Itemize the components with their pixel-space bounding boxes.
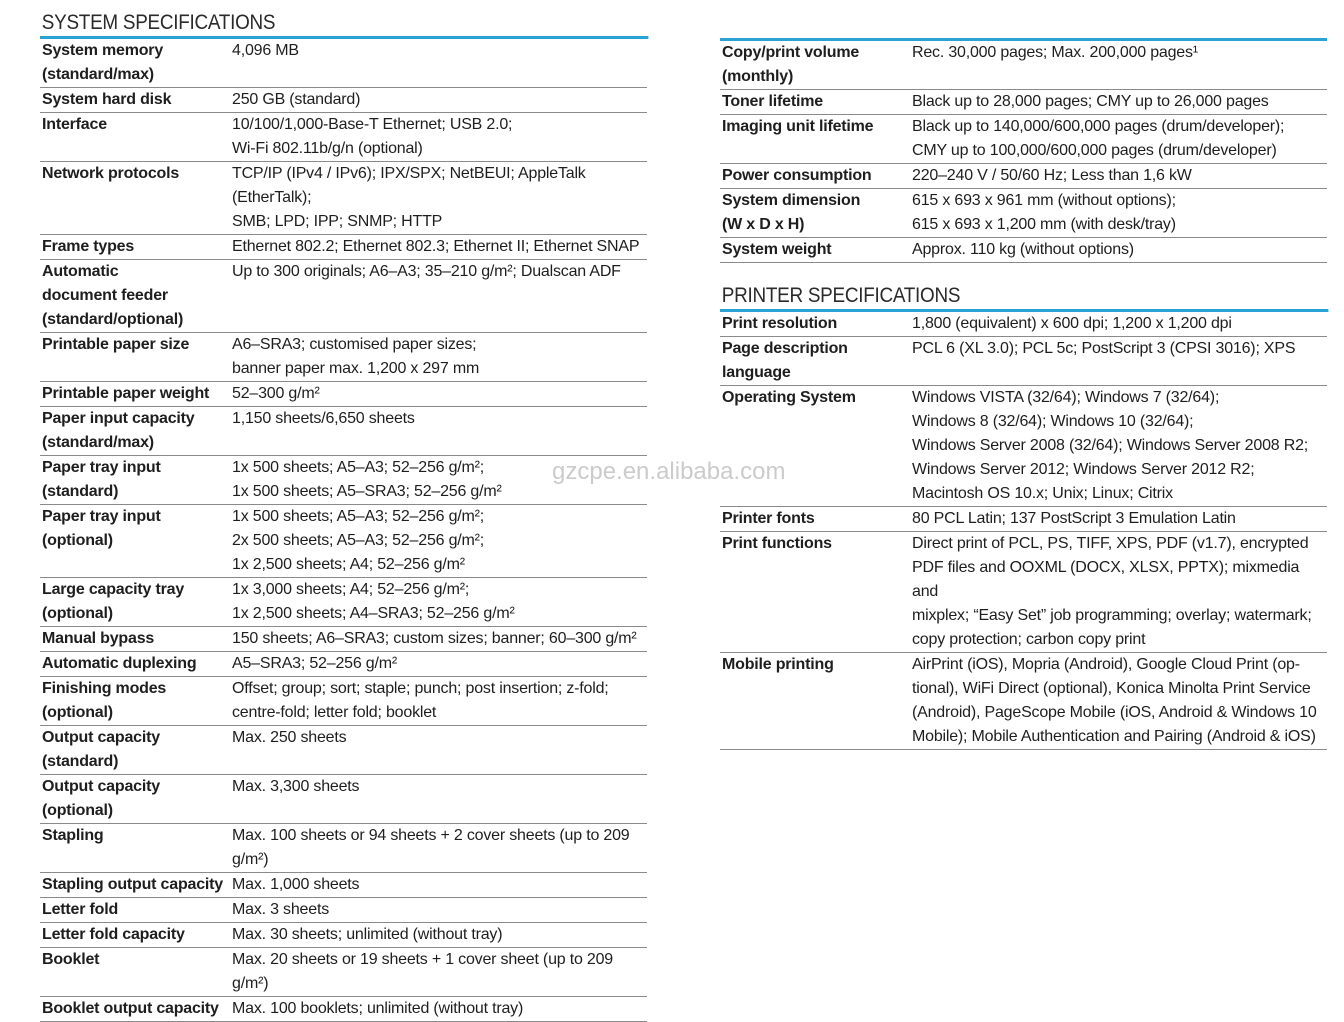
spec-row <box>720 532 1327 653</box>
spec-value: 1x 500 sheets; A5–A3; 52–256 g/m²; 2x 500 sheets; A5–A3; 52–256 g/m²; 1x 2,500 sheets; A4; 52–256 g/m² <box>230 505 647 578</box>
spec-label: Mobile printing <box>720 653 910 750</box>
spec-value: 1,150 sheets/6,650 sheets <box>230 407 647 456</box>
spec-label: Interface <box>40 113 230 162</box>
spec-label: Frame types <box>40 235 230 260</box>
spec-label: Print functions <box>720 532 910 653</box>
spec-row <box>40 677 647 726</box>
spec-label: Printable paper size <box>40 333 230 382</box>
spec-value: Max. 1,000 sheets <box>230 873 647 898</box>
spec-label: Paper tray input (standard) <box>40 456 230 505</box>
spec-value: 52–300 g/m² <box>230 382 647 407</box>
spec-value: Max. 250 sheets <box>230 726 647 775</box>
spec-value: Offset; group; sort; staple; punch; post insertion; z-fold; centre-fold; letter fold; booklet <box>230 677 647 726</box>
spec-row <box>40 162 647 235</box>
spec-row <box>720 238 1327 263</box>
spec-label: System hard disk <box>40 88 230 113</box>
spec-value: 1x 500 sheets; A5–A3; 52–256 g/m²; 1x 500 sheets; A5–SRA3; 52–256 g/m² <box>230 456 647 505</box>
spec-row <box>40 824 647 873</box>
spec-value: Max. 3,300 sheets <box>230 775 647 824</box>
spec-row <box>720 312 1327 337</box>
spec-row <box>40 726 647 775</box>
spec-label: Booklet output capacity <box>40 997 230 1022</box>
spec-row <box>40 873 647 898</box>
system-spec-table-continued <box>720 41 1327 263</box>
watermark-text: gzcpe.en.alibaba.com <box>552 458 786 485</box>
spec-value: TCP/IP (IPv4 / IPv6); IPX/SPX; NetBEUI; AppleTalk (EtherTalk); SMB; LPD; IPP; SNMP; HTTP <box>230 162 647 235</box>
spec-row <box>720 653 1327 750</box>
spec-row <box>40 627 647 652</box>
spec-label: Power consumption <box>720 164 910 189</box>
spec-row <box>40 578 647 627</box>
spec-label: Stapling <box>40 824 230 873</box>
spec-value: PCL 6 (XL 3.0); PCL 5c; PostScript 3 (CPSI 3016); XPS <box>910 337 1327 386</box>
spec-row <box>720 115 1327 164</box>
spec-row <box>40 333 647 382</box>
spec-value: Rec. 30,000 pages; Max. 200,000 pages¹ <box>910 41 1327 90</box>
spec-label: System memory (standard/max) <box>40 39 230 88</box>
spec-value: 4,096 MB <box>230 39 647 88</box>
spec-value: Approx. 110 kg (without options) <box>910 238 1327 263</box>
spec-label: Print resolution <box>720 312 910 337</box>
spec-value: AirPrint (iOS), Mopria (Android), Google Cloud Print (op- tional), WiFi Direct (optional), Konica Minolta Print Service (Android), PageScope Mobile (iOS, Android & Windows 10 Mobile); Mobile Authentication and Pairing (Android & iOS) <box>910 653 1327 750</box>
spec-row <box>720 507 1327 532</box>
spec-label: Paper tray input (optional) <box>40 505 230 578</box>
system-spec-table <box>40 39 647 1022</box>
spec-value: Max. 100 booklets; unlimited (without tray) <box>230 997 647 1022</box>
spec-row <box>40 88 647 113</box>
spec-label: Large capacity tray (optional) <box>40 578 230 627</box>
spec-value: 1,800 (equivalent) x 600 dpi; 1,200 x 1,200 dpi <box>910 312 1327 337</box>
spec-value: Max. 100 sheets or 94 sheets + 2 cover sheets (up to 209 g/m²) <box>230 824 647 873</box>
spec-value: 220–240 V / 50/60 Hz; Less than 1,6 kW <box>910 164 1327 189</box>
printer-spec-table <box>720 312 1327 750</box>
spec-label: System weight <box>720 238 910 263</box>
spec-value: Windows VISTA (32/64); Windows 7 (32/64); Windows 8 (32/64); Windows 10 (32/64); Windows Server 2008 (32/64); Windows Server 2008 R2; Windows Server 2012; Windows Server 2012 R2; Macintosh OS 10.x; Unix; Linux; Citrix <box>910 386 1327 507</box>
spec-label: System dimension (W x D x H) <box>720 189 910 238</box>
section-title-system: SYSTEM SPECIFICATIONS <box>40 10 648 39</box>
spec-label: Automatic document feeder (standard/optional) <box>40 260 230 333</box>
spec-row <box>40 652 647 677</box>
spec-row <box>40 775 647 824</box>
spec-label: Automatic duplexing <box>40 652 230 677</box>
spec-value: Black up to 28,000 pages; CMY up to 26,000 pages <box>910 90 1327 115</box>
spec-label: Operating System <box>720 386 910 507</box>
spec-row <box>40 382 647 407</box>
spec-label: Booklet <box>40 948 230 997</box>
spec-row <box>40 923 647 948</box>
spec-label: Page description language <box>720 337 910 386</box>
spec-label: Letter fold capacity <box>40 923 230 948</box>
spec-row <box>40 898 647 923</box>
spec-value: Ethernet 802.2; Ethernet 802.3; Ethernet II; Ethernet SNAP <box>230 235 647 260</box>
spec-row <box>40 39 647 88</box>
spec-value: 250 GB (standard) <box>230 88 647 113</box>
system-specifications-section <box>40 10 647 1022</box>
spec-label: Printer fonts <box>720 507 910 532</box>
spec-label: Manual bypass <box>40 627 230 652</box>
spec-label: Network protocols <box>40 162 230 235</box>
spec-row <box>40 235 647 260</box>
spec-value: A5–SRA3; 52–256 g/m² <box>230 652 647 677</box>
spec-row <box>40 260 647 333</box>
spec-row <box>40 456 647 505</box>
spec-label: Imaging unit lifetime <box>720 115 910 164</box>
spec-row <box>720 164 1327 189</box>
spec-label: Copy/print volume (monthly) <box>720 41 910 90</box>
spec-label: Stapling output capacity <box>40 873 230 898</box>
spec-label: Output capacity (standard) <box>40 726 230 775</box>
spec-row <box>40 505 647 578</box>
spec-value: Max. 20 sheets or 19 sheets + 1 cover sheet (up to 209 g/m²) <box>230 948 647 997</box>
spec-label: Output capacity (optional) <box>40 775 230 824</box>
spec-value: Direct print of PCL, PS, TIFF, XPS, PDF (v1.7), encrypted PDF files and OOXML (DOCX, XLSX, PPTX); mixmedia and mixplex; “Easy Set” job programming; overlay; watermark; copy protection; carbon copy print <box>910 532 1327 653</box>
spec-value: 615 x 693 x 961 mm (without options); 615 x 693 x 1,200 mm (with desk/tray) <box>910 189 1327 238</box>
spec-label: Letter fold <box>40 898 230 923</box>
spec-row <box>40 113 647 162</box>
spec-value: Black up to 140,000/600,000 pages (drum/developer); CMY up to 100,000/600,000 pages (drum/developer) <box>910 115 1327 164</box>
spec-value: Max. 3 sheets <box>230 898 647 923</box>
spec-row <box>40 407 647 456</box>
spec-row <box>720 90 1327 115</box>
spec-value: A6–SRA3; customised paper sizes; banner paper max. 1,200 x 297 mm <box>230 333 647 382</box>
spec-value: 80 PCL Latin; 137 PostScript 3 Emulation Latin <box>910 507 1327 532</box>
section-title-printer: PRINTER SPECIFICATIONS <box>720 283 1328 312</box>
spec-value: Up to 300 originals; A6–A3; 35–210 g/m²; Dualscan ADF <box>230 260 647 333</box>
spec-label: Finishing modes (optional) <box>40 677 230 726</box>
right-column <box>720 38 1327 750</box>
spec-label: Printable paper weight <box>40 382 230 407</box>
spec-row <box>720 189 1327 238</box>
spec-row <box>720 337 1327 386</box>
spec-row <box>40 948 647 997</box>
spec-label: Toner lifetime <box>720 90 910 115</box>
spec-value: 10/100/1,000-Base-T Ethernet; USB 2.0; Wi-Fi 802.11b/g/n (optional) <box>230 113 647 162</box>
spec-label: Paper input capacity (standard/max) <box>40 407 230 456</box>
spec-value: 1x 3,000 sheets; A4; 52–256 g/m²; 1x 2,500 sheets; A4–SRA3; 52–256 g/m² <box>230 578 647 627</box>
spec-row <box>40 997 647 1022</box>
spec-value: 150 sheets; A6–SRA3; custom sizes; banner; 60–300 g/m² <box>230 627 647 652</box>
spec-row <box>720 41 1327 90</box>
spec-value: Max. 30 sheets; unlimited (without tray) <box>230 923 647 948</box>
spec-row <box>720 386 1327 507</box>
